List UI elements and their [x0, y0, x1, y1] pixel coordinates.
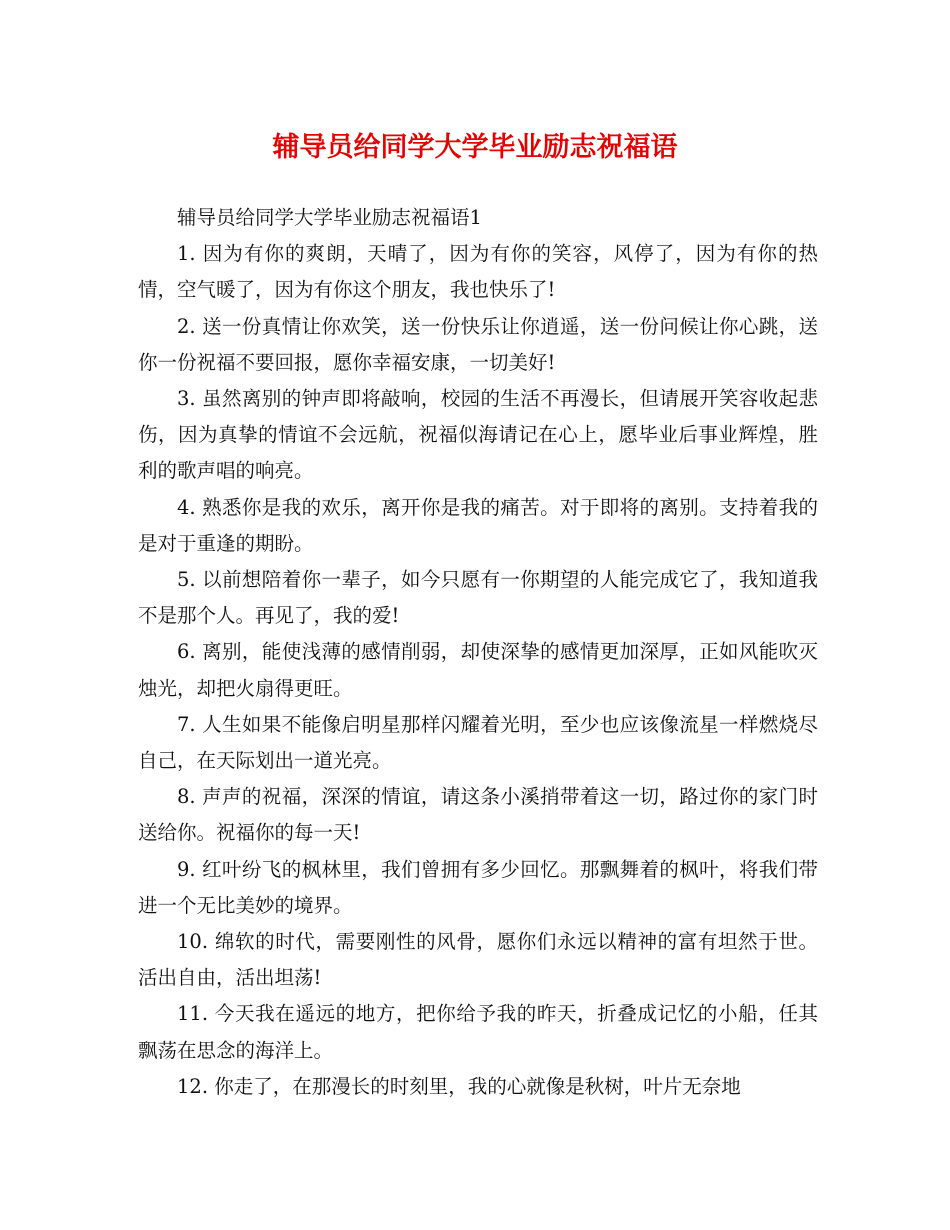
paragraph: 4. 熟悉你是我的欢乐，离开你是我的痛苦。对于即将的离别。支持着我的是对于重逢的期盼。 [138, 495, 818, 555]
document-body [138, 200, 818, 1105]
paragraph: 1. 因为有你的爽朗，天晴了，因为有你的笑容，风停了，因为有你的热情，空气暖了，因为有你这个朋友，我也快乐了! [138, 242, 818, 302]
paragraph: 7. 人生如果不能像启明星那样闪耀着光明，至少也应该像流星一样燃烧尽自己，在天际划出一道光亮。 [138, 712, 818, 773]
section-heading: 辅导员给同学大学毕业励志祝福语1 [177, 206, 482, 229]
paragraph: 2. 送一份真情让你欢笑，送一份快乐让你逍遥，送一份问候让你心跳，送你一份祝福不要回报，愿你幸福安康，一切美好! [138, 314, 818, 374]
document-title: 辅导员给同学大学毕业励志祝福语 [272, 132, 678, 163]
paragraph: 9. 红叶纷飞的枫林里，我们曾拥有多少回忆。那飘舞着的枫叶，将我们带进一个无比美妙的境界。 [138, 857, 818, 917]
paragraph: 11. 今天我在遥远的地方，把你给予我的昨天，折叠成记忆的小船，任其飘荡在思念的海洋上。 [138, 1002, 818, 1062]
paragraph: 5. 以前想陪着你一辈子，如今只愿有一你期望的人能完成它了，我知道我不是那个人。再见了，我的爱! [138, 568, 818, 628]
paragraph: 12. 你走了，在那漫长的时刻里，我的心就像是秋树，叶片无奈地 [177, 1074, 741, 1098]
paragraph: 8. 声声的祝福，深深的情谊，请这条小溪捎带着这一切，路过你的家门时送给你。祝福你的每一天! [138, 785, 818, 845]
paragraph: 3. 虽然离别的钟声即将敲响，校园的生活不再漫长，但请展开笑容收起悲伤，因为真挚的情谊不会远航，祝福似海请记在心上，愿毕业后事业辉煌，胜利的歌声唱的响亮。 [138, 387, 818, 483]
paragraph: 10. 绵软的时代，需要刚性的风骨，愿你们永远以精神的富有坦然于世。活出自由，活出坦荡! [138, 930, 818, 990]
paragraph: 6. 离别，能使浅薄的感情削弱，却使深挚的感情更加深厚，正如风能吹灭烛光，却把火扇得更旺。 [138, 640, 818, 700]
